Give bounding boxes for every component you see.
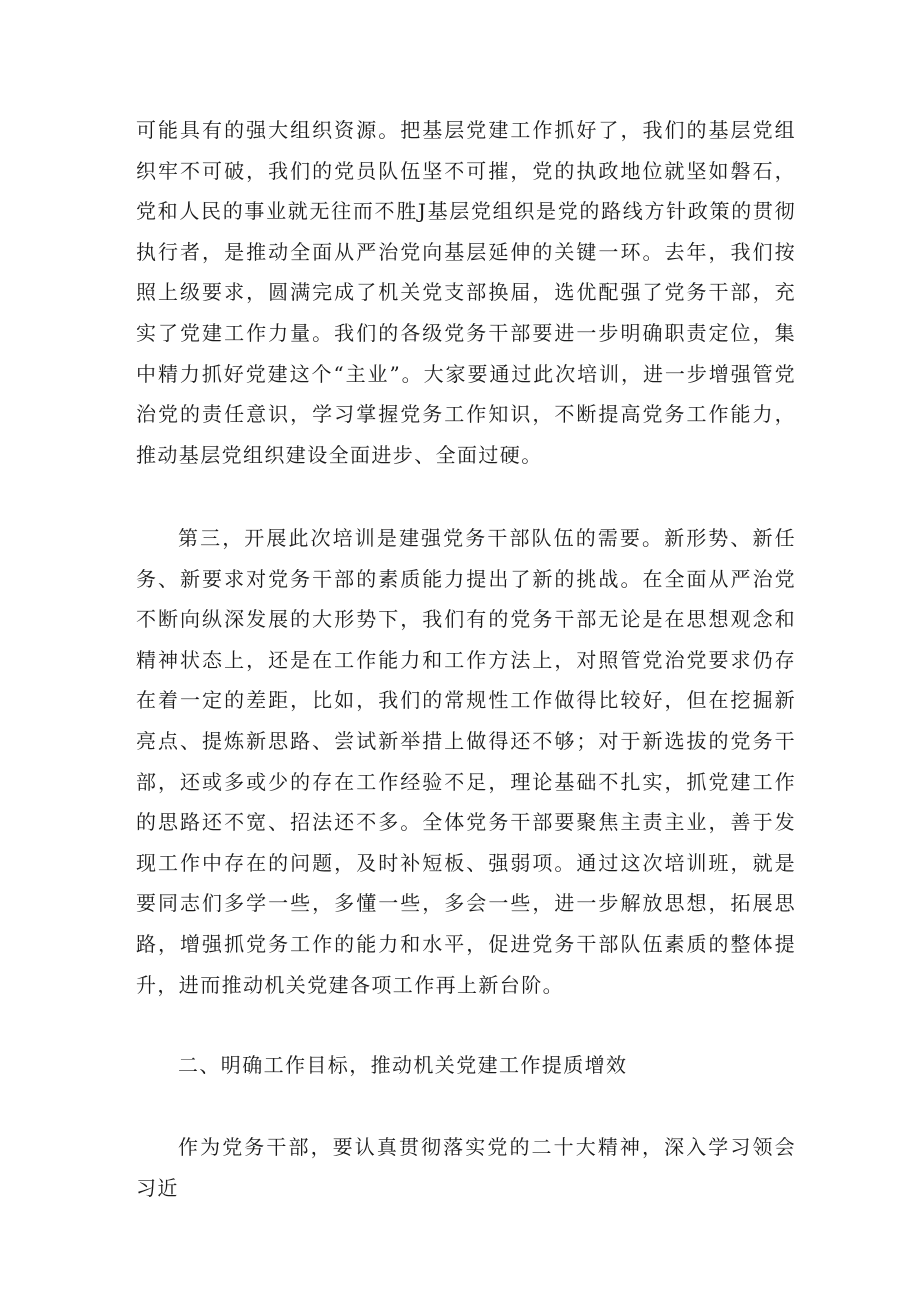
section-heading-work-goals: 二、明确工作目标，推动机关党建工作提质增效 (178, 1053, 628, 1077)
paragraph-party-cadres: 作为党务干部，要认真贯彻落实党的二十大精神，深入学习领会习近 (136, 1135, 796, 1200)
paragraph-grassroots-party-building: 可能具有的强大组织资源。把基层党建工作抓好了，我们的基层党组织牢不可破，我们的党员队伍坚不可摧，党的执政地位就坚如磐石，党和人民的事业就无往而不胜J基层党组织是党的路线方针政策的贯彻执行者，是推动全面从严治党向基层延伸的关键一环。去年，我们按照上级要求，圆满完成了机关党支部换届，选优配强了党务干部，充实了党建工作力量。我们的各级党务干部要进一步明确职责定位，集中精力抓好党建这个“主业”。大家要通过此次培训，进一步增强管党治党的责任意识，学习掌握党务工作知识，不断提高党务工作能力，推动基层党组织建设全面进步、全面过硬。 (136, 118, 796, 467)
paragraph-third-training-need: 第三，开展此次培训是建强党务干部队伍的需要。新形势、新任务、新要求对党务干部的素质能力提出了新的挑战。在全面从严治党不断向纵深发展的大形势下，我们有的党务干部无论是在思想观念和精神状态上，还是在工作能力和工作方法上，对照管党治党要求仍存在着一定的差距，比如，我们的常规性工作做得比较好，但在挖掘新亮点、提炼新思路、尝试新举措上做得还不够；对于新选拔的党务干部，还或多或少的存在工作经验不足，理论基础不扎实，抓党建工作的思路还不宽、招法还不多。全体党务干部要聚焦主责主业，善于发现工作中存在的问题，及时补短板、强弱项。通过这次培训班，就是要同志们多学一些，多懂一些，多会一些，进一步解放思想，拓展思路，增强抓党务工作的能力和水平，促进党务干部队伍素质的整体提升，进而推动机关党建各项工作再上新台阶。 (136, 526, 796, 997)
